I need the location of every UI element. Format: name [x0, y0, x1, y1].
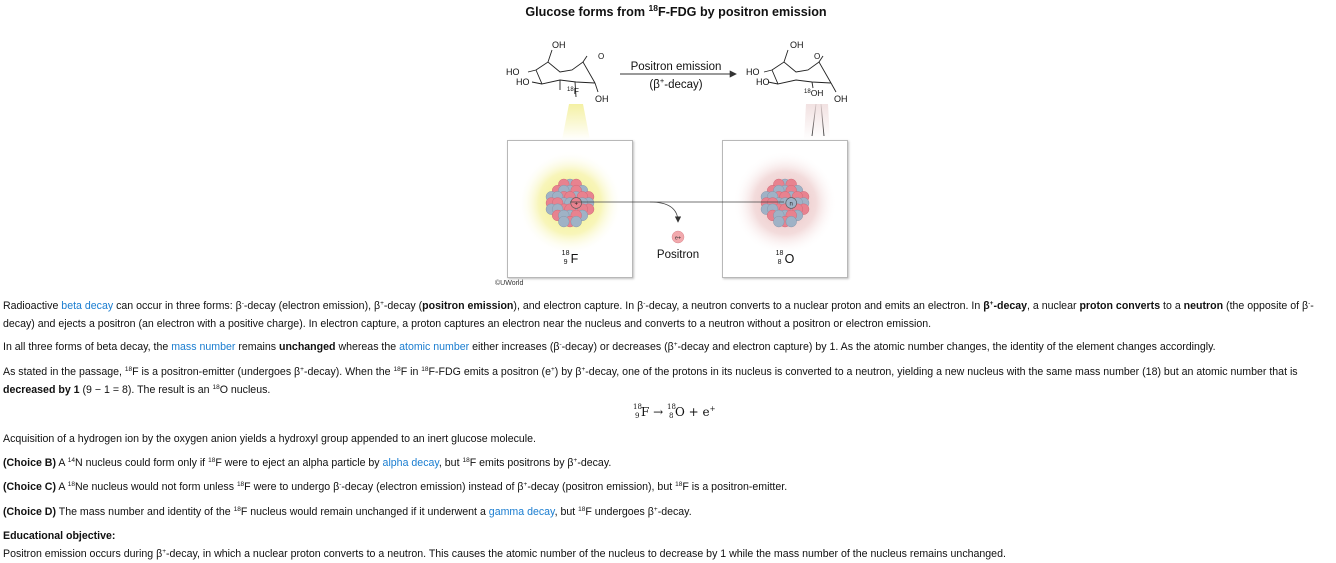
- right-side-oh: OH: [834, 94, 848, 104]
- paragraph-mass-number: In all three forms of beta decay, the mass number remains unchanged whereas the atomic number either increases (β--decay) or decreases (β+-decay and electron capture) by 1. As the atomic number changes, the identity of the element changes accordingly.: [3, 341, 1216, 353]
- choice-c-explanation: (Choice C) A $^{18}$Ne nucleus would not form unless $^{18}$F were to undergo β--decay (electron emission) instead of β+-decay (positron emission), but $^{18}$F is a positron-emitter.: [3, 481, 788, 493]
- atomic-number-link[interactable]: atomic number: [399, 341, 470, 353]
- figure-title: Glucose forms from $^{18}$F-FDG by positron emission: [525, 3, 827, 20]
- reaction-arrow-label: Positron emission (β+-decay): [630, 61, 722, 91]
- copyright: ©UWorld: [495, 280, 524, 287]
- svg-text:O: O: [814, 52, 821, 61]
- right-nucleus-label: 18 8 O: [775, 250, 795, 266]
- right-ho1: HO: [746, 67, 760, 77]
- positron-symbol: e+: [674, 235, 682, 242]
- decay-equation: 18 9 F → 18 8 O + e+: [633, 403, 716, 420]
- alpha-decay-link[interactable]: alpha decay: [382, 457, 439, 469]
- decay-figure: [490, 0, 870, 292]
- paragraph-passage: As stated in the passage, $^{18}$F is a positron-emitter (undergoes β+-decay). When the $^{18}$F in $^{18}$F-FDG emits a positron (e+) by β+-decay, one of the protons in its nucleus is converted to a neutron, yielding a new nucleus with the same mass number (18) but an atomic number that is decreased by 1 (9 − 1 = 8). The result is an $^{18}$O nucleus.: [3, 366, 1298, 396]
- left-substituent: $^{18}$F: [567, 86, 579, 96]
- paragraph-hydroxyl: Acquisition of a hydrogen ion by the oxygen anion yields a hydroxyl group appended to an inert glucose molecule.: [3, 433, 536, 445]
- left-bottom-oh: OH: [595, 94, 609, 104]
- choice-d-label: (Choice D): [3, 506, 56, 518]
- left-ho1: HO: [506, 67, 520, 77]
- positron-label: Positron: [656, 249, 700, 261]
- choice-c-label: (Choice C): [3, 481, 56, 493]
- choice-b-explanation: (Choice B) A $^{14}$N nucleus could form only if $^{18}$F were to eject an alpha particle by alpha decay, but $^{18}$F emits positrons by β+-decay.: [3, 457, 612, 469]
- educational-objective-heading: Educational objective:: [3, 530, 116, 542]
- gamma-decay-link[interactable]: gamma decay: [488, 506, 555, 518]
- nucleon-marker: +: [574, 201, 578, 208]
- left-top-oh: OH: [552, 40, 566, 50]
- nucleon-marker: n: [789, 201, 793, 208]
- mass-number-link[interactable]: mass number: [171, 341, 236, 353]
- right-ho2: HO: [756, 77, 770, 87]
- educational-objective-text: Positron emission occurs during β+-decay, in which a nuclear proton converts to a neutron. This causes the atomic number of the nucleus to decrease by 1 while the mass number of the nucleus remains unchanged.: [3, 548, 1006, 560]
- choice-d-explanation: (Choice D) The mass number and identity of the $^{18}$F nucleus would remain unchanged if it underwent a gamma decay, but $^{18}$F undergoes β+-decay.: [3, 506, 692, 518]
- choice-b-label: (Choice B): [3, 457, 56, 469]
- paragraph-beta-decay: Radioactive beta decay can occur in three forms: β--decay (electron emission), β+-decay (positron emission), and electron capture. In β--decay, a neutron converts to a nuclear proton and emits an electron. In β+-decay, a nuclear proton converts to a neutron (the opposite of β-- decay) and ejects a positron (an electron with a positive charge). In electron capture, a proton captures an electron near the nucleus and converts to a neutron without a positron or electron emission.: [3, 300, 1314, 330]
- right-top-oh: OH: [790, 40, 804, 50]
- left-nucleus-label: 18 9 F: [561, 250, 579, 266]
- svg-text:O: O: [598, 52, 605, 61]
- right-substituent: $^{18}$OH: [804, 88, 824, 98]
- left-ho2: HO: [516, 77, 530, 87]
- beta-decay-link[interactable]: beta decay: [61, 300, 114, 312]
